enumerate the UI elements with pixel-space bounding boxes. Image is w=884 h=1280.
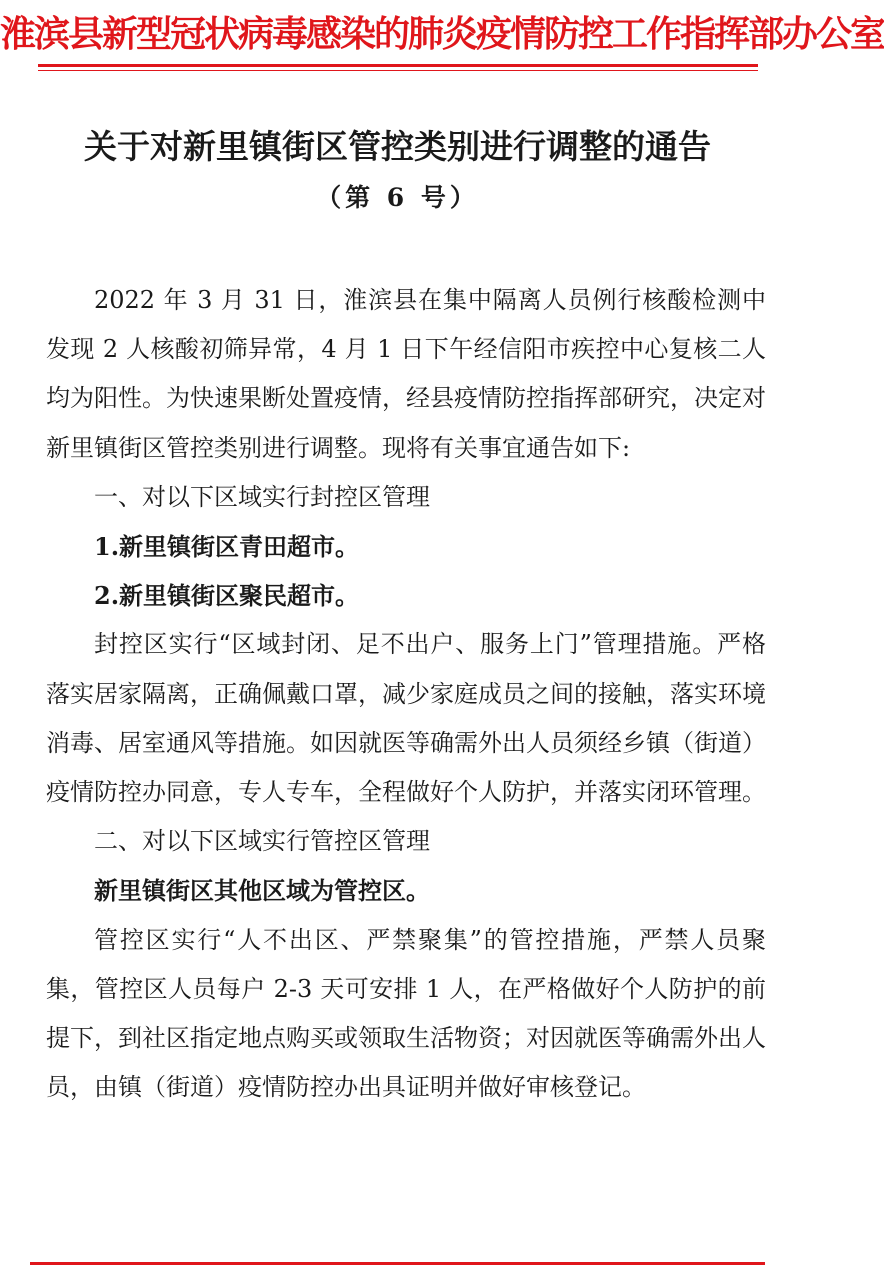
issuing-authority-header: 淮滨县新型冠状病毒感染的肺炎疫情防控工作指挥部办公室 (0, 14, 884, 55)
intro-paragraph: 2022 年 3 月 31 日，淮滨县在集中隔离人员例行核酸检测中发现 2 人核酸初筛异常，4 月 1 日下午经信阳市疾控中心复核二人均为阳性。为快速果断处置疫情，经县疫情防控指挥部研究，决定对新里镇街区管控类别进行调整。现将有关事宜通告如下: (46, 286, 766, 462)
notice-number: （第 6 号） (316, 183, 479, 212)
header-divider-thin (38, 70, 758, 71)
section-2-item-1: 新里镇街区其他区域为管控区。 (94, 876, 430, 906)
section-1-paragraph: 封控区实行“区域封闭、足不出户、服务上门”管理措施。严格落实居家隔离，正确佩戴口罩，减少家庭成员之间的接触，落实环境消毒、居室通风等措施。如因就医等确需外出人员须经乡镇（街道）疫情防控办同意，专人专车，全程做好个人防护，并落实闭环管理。 (46, 630, 766, 807)
section-1-item-1: 1.新里镇街区青田超市。 (94, 532, 360, 562)
section-2-heading: 二、对以下区域实行管控区管理 (94, 827, 430, 856)
header-divider-thick (38, 64, 758, 67)
section-2-paragraph: 管控区实行“人不出区、严禁聚集”的管控措施，严禁人员聚集，管控区人员每户 2-3 天可安排 1 人，在严格做好个人防护的前提下，到社区指定地点购买或领取生活物资；对因就医等确需外出人员，由镇（街道）疫情防控办出具证明并做好审核登记。 (46, 925, 766, 1102)
notice-title: 关于对新里镇街区管控类别进行调整的通告 (84, 127, 711, 166)
notice-body (46, 276, 766, 1112)
section-1-heading: 一、对以下区域实行封控区管理 (94, 482, 430, 511)
section-1-item-2: 2.新里镇街区聚民超市。 (94, 581, 360, 611)
footer-divider (30, 1262, 765, 1265)
